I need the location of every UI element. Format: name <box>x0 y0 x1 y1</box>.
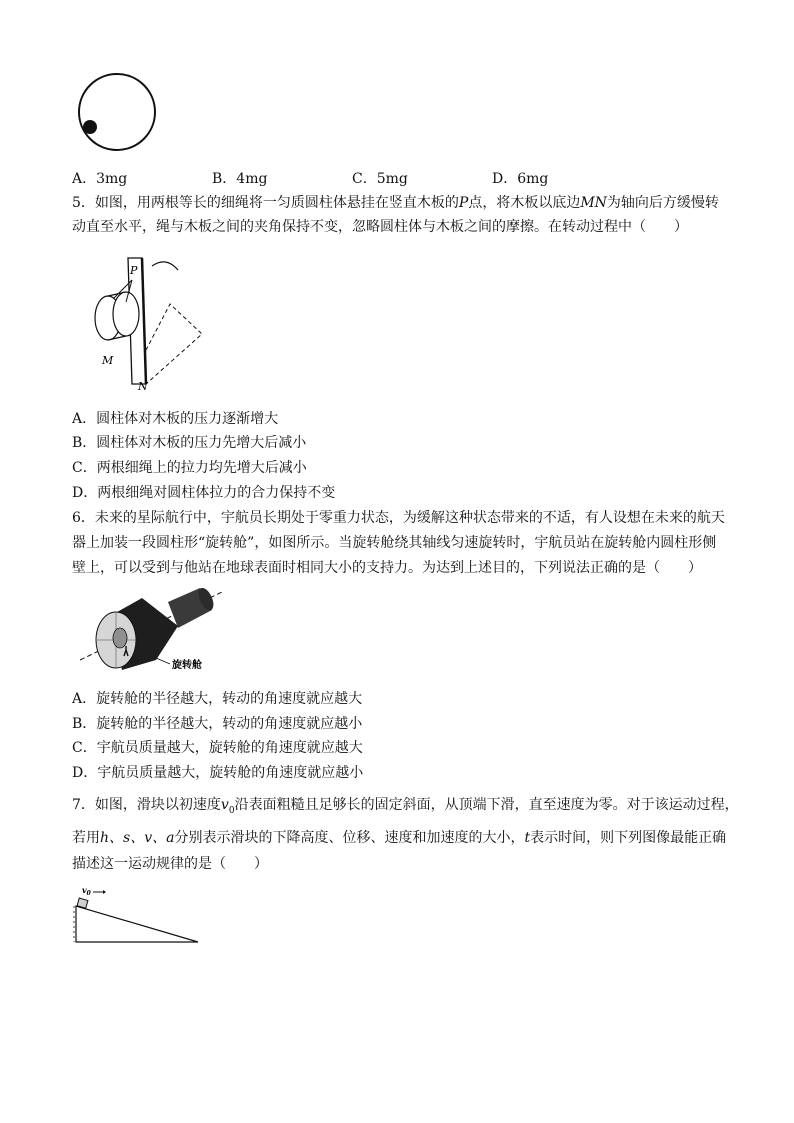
board-horizontal-dashed <box>146 304 202 384</box>
label-n: N <box>138 380 148 390</box>
q5-option-d[interactable]: D．两根细绳对圆柱体拉力的合力保持不变 <box>72 485 336 501</box>
q5-option-c[interactable]: C．两根细绳上的拉力均先增大后减小 <box>72 460 307 476</box>
incline-plane <box>76 906 198 942</box>
q6-option-d[interactable]: D．宇航员质量越大，旋转舱的角速度就应越小 <box>72 765 364 781</box>
q5-option-b[interactable]: B．圆柱体对木板的压力先增大后减小 <box>72 435 307 451</box>
q7-var-t: t <box>524 830 531 846</box>
q5-stem-text: 5．如图，用两根等长的细绳将一匀质圆柱体悬挂在竖直木板的 <box>72 195 459 211</box>
q7-stem-text: 若用 <box>72 830 100 846</box>
q6-option-b[interactable]: B．旋转舱的半径越大，转动的角速度就应越小 <box>72 716 363 732</box>
q7-var-v0: v <box>220 797 229 813</box>
label-p: P <box>130 264 138 277</box>
q4-option-b[interactable]: B．4mg <box>212 171 268 187</box>
label-m: M <box>102 354 114 367</box>
q5-var-p: P <box>458 195 469 211</box>
circular-track <box>79 74 155 150</box>
cylinder-front-end <box>113 292 139 336</box>
q6-option-c[interactable]: C．宇航员质量越大，旋转舱的角速度就应越大 <box>72 740 363 756</box>
q5-stem-text: 点，将木板以底边 <box>468 195 581 211</box>
label-rotating-cabin: 旋转舱 <box>172 660 202 671</box>
q7-stem-text: 7．如图，滑块以初速度 <box>72 797 221 813</box>
q5-stem-text: 为轴向后方缓慢转 <box>606 195 719 211</box>
q7-stem-text: 分别表示滑块的下降高度、位移、速度和加速度的大小， <box>174 830 525 846</box>
label-pointer <box>156 658 170 664</box>
q6-stem-line2: 器上加装一段圆柱形“旋转舱”，如图所示。当旋转舱绕其轴线匀速旋转时，宇航员站在旋转舱内圆柱形侧 <box>72 535 717 551</box>
cabin-hub <box>113 628 127 648</box>
q5-option-a[interactable]: A．圆柱体对木板的压力逐渐增大 <box>72 411 279 427</box>
incline-figure <box>70 884 205 946</box>
q5-var-mn: MN <box>580 195 607 211</box>
q4-option-a[interactable]: A．3mg <box>72 171 128 187</box>
rotation-arrow-icon <box>152 262 178 270</box>
q7-vars: h、s、v、a <box>100 830 175 846</box>
velocity-arrow-head <box>103 890 106 894</box>
q7-stem-text: 表示时间，则下列图像最能正确 <box>530 830 727 846</box>
q7-stem-text: 沿表面粗糙且足够长的固定斜面，从顶端下滑，直至速度为零。对于该运动过程， <box>234 797 739 813</box>
board-cylinder-figure <box>80 240 230 390</box>
q5-stem-line2: 动直至水平，绳与木板之间的夹角保持不变，忽略圆柱体与木板之间的摩擦。在转动过程中（ ） <box>72 219 688 235</box>
q4-option-c[interactable]: C．5mg <box>352 171 408 187</box>
q5-stem-line1 <box>72 194 719 212</box>
q7-stem-line2 <box>72 829 726 847</box>
label-v0: $v_0$ <box>82 885 91 897</box>
q7-stem-line1 <box>72 796 739 820</box>
small-ball <box>83 120 97 134</box>
slider-block <box>77 898 88 908</box>
rotating-cabin-figure <box>80 588 230 678</box>
q4-option-d[interactable]: D．6mg <box>492 171 549 187</box>
q7-stem-line3: 描述这一运动规律的是（ ） <box>72 856 268 872</box>
circle-track-figure <box>70 70 164 160</box>
q7-var-v0-sub: 0 <box>228 805 235 816</box>
q6-stem-line3: 壁上，可以受到与他站在地球表面时相同大小的支持力。为达到上述目的，下列说法正确的是（ ） <box>72 560 702 576</box>
q6-option-a[interactable]: A．旋转舱的半径越大，转动的角速度就应越大 <box>72 691 363 707</box>
q6-stem-line1: 6．未来的星际航行中，宇航员长期处于零重力状态，为缓解这种状态带来的不适，有人设想在未来的航天 <box>72 510 725 526</box>
